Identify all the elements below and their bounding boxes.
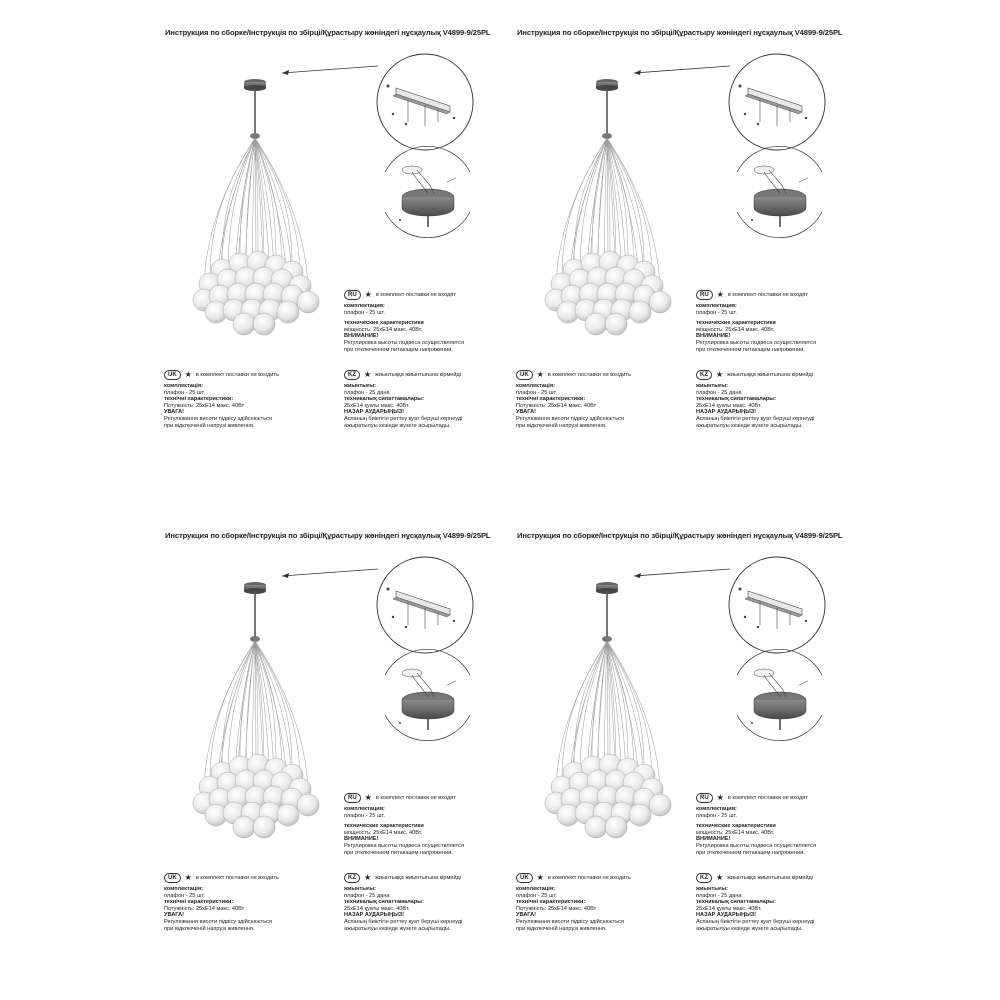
wiring-canopy-detail [385, 146, 470, 237]
ru-warning-title: ВНИМАНИЕ! [696, 333, 731, 340]
ru-equipment-title: комплектация: [344, 303, 385, 309]
uk-specs-title: технічні характеристики: [164, 396, 234, 403]
ru-badge: RU [344, 290, 361, 300]
kz-warning-title: НАЗАР АУДАРЫҢЫЗ! [696, 912, 757, 919]
kz-warning-line: Аспаның биіктігін реттеу қуат беруші кернеуді [696, 415, 815, 422]
star-icon: ★ [716, 370, 724, 379]
sheet-title: Инструкция по сборке/Інструкція по збірці/Құрастыру жөніндегі нұсқаулық V4899-9/25PL [165, 531, 491, 540]
ru-warning-title: ВНИМАНИЕ! [344, 333, 379, 340]
kz-info-block [344, 370, 462, 429]
uk-equipment-item: плафон - 25 шт. [164, 892, 205, 899]
pointer-arrow [634, 66, 730, 73]
uk-badge: UK [516, 370, 533, 380]
kz-equipment-title: жиынтығы: [344, 383, 377, 389]
glass-globes [193, 251, 319, 335]
uk-specs-value: Потужність: 25хЕ14 макс. 40Вт [516, 402, 597, 409]
kz-warning-line: Аспаның биіктігін реттеу қуат беруші кернеуді [696, 918, 815, 925]
instruction-sheet [160, 525, 510, 965]
uk-warning-line: Регулювання висоти підвісу здійснюється [164, 415, 272, 422]
uk-warning-title: УВАГА! [164, 912, 185, 919]
ru-not-included: в комплект поставки не входят [727, 291, 808, 298]
kz-warning-line: ажыратылуы кезінде жүзеге асырылады. [344, 925, 451, 932]
uk-warning-title: УВАГА! [516, 409, 537, 416]
uk-equipment-item: плафон - 25 шт. [164, 389, 205, 396]
wiring-canopy-detail [385, 649, 470, 740]
ru-info-block [344, 290, 464, 353]
uk-badge: UK [164, 873, 181, 883]
uk-warning-title: УВАГА! [516, 912, 537, 919]
kz-equipment-title: жиынтығы: [344, 886, 377, 892]
ru-specs-value: мощность: 25хЕ14 макс. 40Вт. [344, 326, 423, 333]
ru-specs-title: технические характеристики [696, 823, 776, 830]
ru-warning-line: при отключенном питающем напряжении. [696, 849, 805, 856]
kz-equipment-item: плафон - 25 дана [344, 892, 390, 899]
uk-info-block [164, 370, 279, 429]
glass-globe [605, 816, 627, 838]
uk-specs-title: технічні характеристики: [516, 899, 586, 906]
kz-specs-value: 25хЕ14 қуаты макс. 40Вт. [696, 905, 762, 912]
uk-specs-value: Потужність: 25хЕ14 макс. 40Вт [164, 905, 245, 912]
glass-globe [233, 313, 255, 335]
star-icon: ★ [364, 873, 372, 882]
ru-warning-line: Регулировка высоты подвеса осуществляется [344, 842, 464, 849]
uk-not-included: в комплект поставки не входить [195, 874, 279, 881]
uk-not-included: в комплект поставки не входить [547, 874, 631, 881]
glass-globe [253, 313, 275, 335]
kz-info-block [696, 370, 814, 429]
ru-specs-title: технические характеристики [344, 823, 424, 830]
uk-equipment-item: плафон - 25 шт. [516, 389, 557, 396]
ru-warning-line: при отключенном питающем напряжении. [344, 849, 453, 856]
star-icon: ★ [364, 793, 372, 802]
uk-warning-line: при відключеній напрузі живлення. [164, 925, 255, 932]
star-icon: ★ [716, 290, 724, 299]
ru-equipment-item: плафон - 25 шт. [696, 812, 737, 819]
sheet-title: Инструкция по сборке/Інструкція по збірці/Құрастыру жөніндегі нұсқаулық V4899-9/25PL [517, 531, 843, 540]
glass-globes [545, 251, 671, 335]
ru-warning-line: Регулировка высоты подвеса осуществляется [344, 339, 464, 346]
ru-specs-value: мощность: 25хЕ14 макс. 40Вт. [696, 829, 775, 836]
ru-specs-value: мощность: 25хЕ14 макс. 40Вт. [344, 829, 423, 836]
star-icon: ★ [184, 873, 192, 882]
ru-equipment-title: комплектация: [696, 303, 737, 309]
uk-specs-title: технічні характеристики: [164, 899, 234, 906]
star-icon: ★ [184, 370, 192, 379]
glass-globe [297, 794, 319, 816]
glass-globe [585, 313, 607, 335]
glass-globes [193, 754, 319, 838]
kz-warning-line: ажыратылуы кезінде жүзеге асырылады. [696, 422, 803, 429]
kz-equipment-item: плафон - 25 дана [696, 892, 742, 899]
ru-badge: RU [696, 290, 713, 300]
sheet-title: Инструкция по сборке/Інструкція по збірці/Құрастыру жөніндегі нұсқаулық V4899-9/25PL [165, 28, 491, 37]
kz-warning-line: Аспаның биіктігін реттеу қуат беруші кернеуді [344, 415, 463, 422]
sheet-title: Инструкция по сборке/Інструкція по збірці/Құрастыру жөніндегі нұсқаулық V4899-9/25PL [517, 28, 843, 37]
star-icon: ★ [536, 873, 544, 882]
ceiling-canopy [596, 582, 618, 642]
ru-warning-line: Регулировка высоты подвеса осуществляется [696, 339, 816, 346]
kz-specs-value: 25хЕ14 қуаты макс. 40Вт. [344, 905, 410, 912]
star-icon: ★ [716, 793, 724, 802]
kz-specs-value: 25хЕ14 қуаты макс. 40Вт. [696, 402, 762, 409]
uk-not-included: в комплект поставки не входить [547, 371, 631, 378]
kz-warning-line: Аспаның биіктігін реттеу қуат беруші кернеуді [344, 918, 463, 925]
ru-specs-title: технические характеристики [344, 320, 424, 327]
kz-not-included: жиынтыққа жиынтығына кірмейді [727, 874, 814, 881]
kz-specs-title: техникалық сипаттамалары: [344, 396, 424, 403]
uk-warning-line: при відключеній напрузі живлення. [516, 925, 607, 932]
ru-warning-line: при отключенном питающем напряжении. [344, 346, 453, 353]
ru-equipment-title: комплектация: [344, 806, 385, 812]
uk-badge: UK [516, 873, 533, 883]
glass-globe [585, 816, 607, 838]
star-icon: ★ [716, 873, 724, 882]
uk-equipment-title: комплектація: [516, 886, 555, 892]
uk-specs-title: технічні характеристики: [516, 396, 586, 403]
uk-equipment-title: комплектація: [164, 886, 203, 892]
kz-not-included: жиынтыққа жиынтығына кірмейді [727, 371, 814, 378]
glass-globe [233, 816, 255, 838]
glass-globe [629, 804, 651, 826]
ru-badge: RU [696, 793, 713, 803]
mounting-bracket-detail [729, 557, 825, 653]
ru-warning-title: ВНИМАНИЕ! [344, 836, 379, 843]
pointer-arrow [282, 569, 378, 576]
kz-badge: KZ [696, 370, 712, 380]
uk-specs-value: Потужність: 25хЕ14 макс. 40Вт [164, 402, 245, 409]
ru-info-block [696, 290, 816, 353]
ru-equipment-item: плафон - 25 шт. [344, 812, 385, 819]
uk-info-block [516, 873, 631, 932]
kz-info-block [344, 873, 462, 932]
mounting-bracket-detail [377, 54, 473, 150]
pointer-arrow [634, 569, 730, 576]
wiring-canopy-detail [737, 649, 822, 740]
instruction-sheet [160, 22, 510, 462]
uk-warning-line: Регулювання висоти підвісу здійснюється [164, 918, 272, 925]
kz-specs-title: техникалық сипаттамалары: [344, 899, 424, 906]
kz-specs-title: техникалық сипаттамалары: [696, 396, 776, 403]
glass-globe [253, 816, 275, 838]
uk-not-included: в комплект поставки не входить [195, 371, 279, 378]
kz-specs-title: техникалық сипаттамалары: [696, 899, 776, 906]
ceiling-canopy [596, 79, 618, 139]
uk-warning-line: Регулювання висоти підвісу здійснюється [516, 415, 624, 422]
kz-warning-title: НАЗАР АУДАРЫҢЫЗ! [344, 912, 405, 919]
mounting-bracket-detail [377, 557, 473, 653]
glass-globe [629, 301, 651, 323]
uk-warning-line: при відключеній напрузі живлення. [516, 422, 607, 429]
uk-info-block [164, 873, 279, 932]
ru-warning-line: при отключенном питающем напряжении. [696, 346, 805, 353]
glass-globe [649, 291, 671, 313]
ru-info-block [696, 793, 816, 856]
kz-specs-value: 25хЕ14 қуаты макс. 40Вт. [344, 402, 410, 409]
uk-equipment-title: комплектація: [164, 383, 203, 389]
glass-globes [545, 754, 671, 838]
pointer-arrow [282, 66, 378, 73]
ru-warning-line: Регулировка высоты подвеса осуществляется [696, 842, 816, 849]
ru-badge: RU [344, 793, 361, 803]
star-icon: ★ [364, 370, 372, 379]
kz-badge: KZ [696, 873, 712, 883]
uk-warning-line: при відключеній напрузі живлення. [164, 422, 255, 429]
ru-specs-title: технические характеристики [696, 320, 776, 327]
uk-warning-line: Регулювання висоти підвісу здійснюється [516, 918, 624, 925]
ru-equipment-item: плафон - 25 шт. [344, 309, 385, 316]
kz-not-included: жиынтыққа жиынтығына кірмейді [375, 371, 462, 378]
glass-globe [649, 794, 671, 816]
kz-badge: KZ [344, 873, 360, 883]
uk-info-block [516, 370, 631, 429]
ru-not-included: в комплект поставки не входят [375, 291, 456, 298]
glass-globe [297, 291, 319, 313]
kz-equipment-item: плафон - 25 дана [344, 389, 390, 396]
mounting-bracket-detail [729, 54, 825, 150]
kz-not-included: жиынтыққа жиынтығына кірмейді [375, 874, 462, 881]
ceiling-canopy [244, 582, 266, 642]
kz-equipment-item: плафон - 25 дана [696, 389, 742, 396]
kz-equipment-title: жиынтығы: [696, 383, 729, 389]
kz-warning-line: ажыратылуы кезінде жүзеге асырылады. [696, 925, 803, 932]
ru-not-included: в комплект поставки не входят [727, 794, 808, 801]
uk-equipment-item: плафон - 25 шт. [516, 892, 557, 899]
kz-equipment-title: жиынтығы: [696, 886, 729, 892]
uk-warning-title: УВАГА! [164, 409, 185, 416]
kz-warning-line: ажыратылуы кезінде жүзеге асырылады. [344, 422, 451, 429]
glass-globe [277, 804, 299, 826]
ru-equipment-title: комплектация: [696, 806, 737, 812]
instruction-sheet [512, 525, 862, 965]
ru-not-included: в комплект поставки не входят [375, 794, 456, 801]
uk-equipment-title: комплектація: [516, 383, 555, 389]
kz-warning-title: НАЗАР АУДАРЫҢЫЗ! [344, 409, 405, 416]
uk-specs-value: Потужність: 25хЕ14 макс. 40Вт [516, 905, 597, 912]
kz-info-block [696, 873, 814, 932]
ru-specs-value: мощность: 25хЕ14 макс. 40Вт. [696, 326, 775, 333]
instruction-sheet [512, 22, 862, 462]
glass-globe [277, 301, 299, 323]
star-icon: ★ [364, 290, 372, 299]
ru-equipment-item: плафон - 25 шт. [696, 309, 737, 316]
ru-info-block [344, 793, 464, 856]
ceiling-canopy [244, 79, 266, 139]
wiring-canopy-detail [737, 146, 822, 237]
uk-badge: UK [164, 370, 181, 380]
star-icon: ★ [536, 370, 544, 379]
glass-globe [605, 313, 627, 335]
kz-badge: KZ [344, 370, 360, 380]
ru-warning-title: ВНИМАНИЕ! [696, 836, 731, 843]
kz-warning-title: НАЗАР АУДАРЫҢЫЗ! [696, 409, 757, 416]
